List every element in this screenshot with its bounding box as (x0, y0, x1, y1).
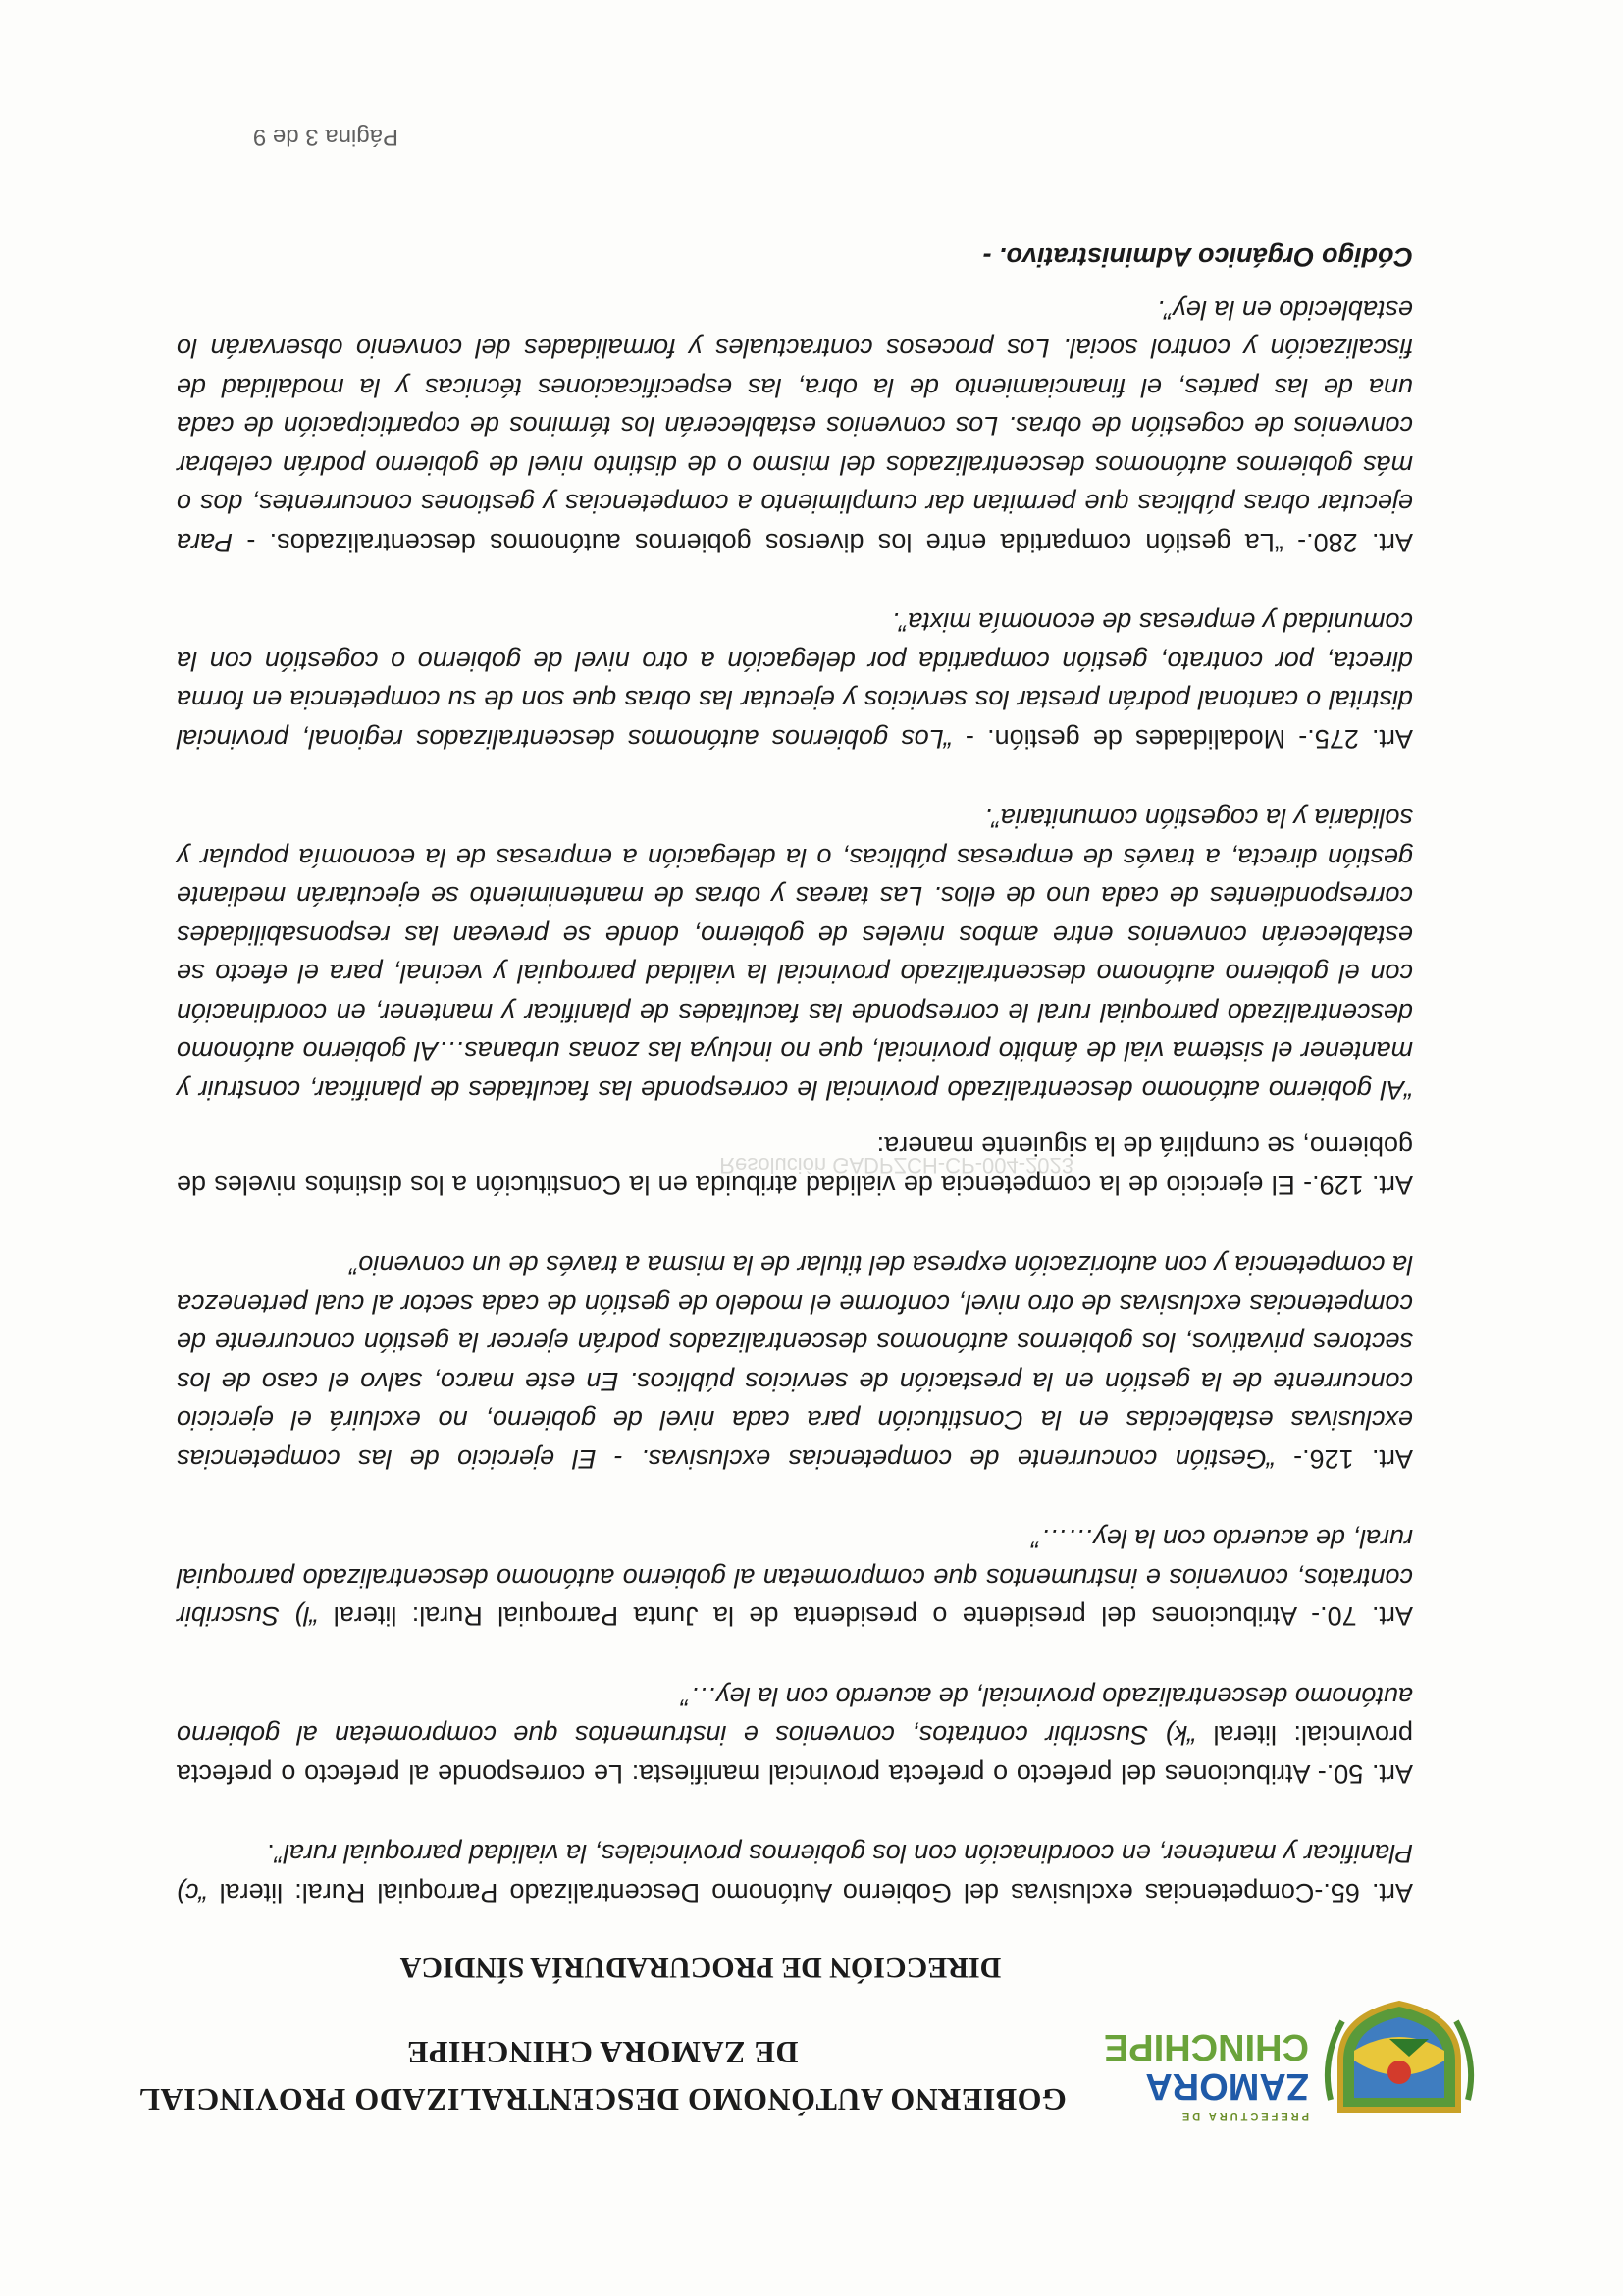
art-126-intro: Art. 126.- (1275, 1444, 1413, 1474)
art-65-end: . (267, 1839, 275, 1869)
art-280-quote: Para ejecutar obras públicas que permitan dar cumplimiento a competencias y gestiones concurrentes, dos o más gobiernos autónomos descentralizados del mismo o de distinto nivel de gobierno podrán celebrar convenios de cogestión de obras. Los convenios establecerán los términos de coparticipación de cada una de las partes, el financiamiento de la obra, las especificaciones técnicas y la modalidad de fiscalización y control social. Los procesos contractuales y formalidades del convenio observarán lo establecido en la ley”. (177, 295, 1413, 557)
art-70-quote: “l) Suscribir contratos, convenios e instrumentos que comprometan al gobierno autónomo descentralizado parroquial rural, de acuerdo con la ley……” (177, 1524, 1413, 1632)
institution-title (112, 2029, 1093, 2123)
institution-title-line-2: DE ZAMORA CHINCHIPE (406, 2035, 799, 2070)
department-subtitle: DIRECCIÓN DE PROCURADURÍA SÍNDICA (399, 1952, 1002, 1984)
art-50-intro: Art. 50.- Atribuciones del prefecto o prefecta provincial manifiesta: Le corresponde al prefecto o prefecta provincial: literal (177, 1720, 1413, 1789)
art-65-quote: “c) Planificar y mantener, en coordinación con los gobiernos provinciales, la vialidad parroquial rural” (177, 1839, 1413, 1907)
prefecture-coat-of-arms-icon (1321, 2000, 1478, 2129)
art-70-intro: Art. 70.- Atribuciones del presidente o presidenta de la Junta Parroquial Rural: literal (318, 1601, 1413, 1632)
art-275-paragraph (177, 602, 1413, 757)
art-129-quote: “Al gobierno autónomo descentralizado provincial le corresponde las facultades de planificar, construir y mantener el sistema vial de ámbito provincial, que no incluya las zonas urbanas…Al gobierno autónomo descentralizado parroquial rural le corresponde las facultades de planificar y mantener, en coordinación con el gobierno autónomo descentralizado provincial la vialidad parroquial y vecinal, para el efecto se establecerán convenios entre ambos niveles de gobierno, donde se prevean las responsabilidades correspondientes de cada uno de ellos. Las tareas y obras de mantenimiento se ejecutarán mediante gestión directa, a través de empresas públicas, o la delegación a empresas de la economía popular y solidaria y la cogestión comunitaria”. (177, 804, 1413, 1105)
brand-prefix: PREFECTURA DE (1178, 2111, 1309, 2122)
art-280-paragraph (177, 290, 1413, 562)
art-50-quote: “k) Suscribir contratos, convenios e instrumentos que comprometan al gobierno autónomo descentralizado provincial, de acuerdo con la ley…” (177, 1682, 1413, 1750)
art-129-intro: Art. 129.- El ejercicio de la competencia de vialidad atribuida en la Constitución a los distintos niveles de gobierno, se cumplirá de la siguiente manera: (177, 1131, 1413, 1200)
institution-title-line-1: GOBIERNO AUTÓNOMO DESCENTRALIZADO PROVINCIAL (138, 2082, 1067, 2117)
brand-line-1: ZAMORA (1145, 2065, 1309, 2107)
art-65-intro: Art. 65.-Competencias exclusivas del Gobierno Autónomo Descentralizado Parroquial Rural: literal (207, 1878, 1413, 1907)
source-citation: Código Orgánico Administrativo. - (982, 242, 1413, 273)
art-275-quote: “Los gobiernos autónomos descentralizados regional, provincial distrital o cantonal podrán prestar los servicios y ejecutar las obras que son de su competencia en forma directa, por contrato, gestión compartida por delegación a otro nivel de gobierno o cogestión con la comunidad y empresas de economía mixta”. (177, 607, 1413, 754)
art-65-paragraph (177, 1834, 1413, 1911)
art-70-paragraph (177, 1519, 1413, 1636)
art-126-paragraph (177, 1245, 1413, 1478)
art-126-quote: “Gestión concurrente de competencias exclusivas. - El ejercicio de las competencias exclusivas establecidas en la Constitución para cada nivel de gobierno, no excluirá el ejercicio concurrente de la gestión en la prestación de servicios públicos. En este marco, salvo el caso de los sectores privativos, los gobiernos autónomos descentralizados podrán ejercer la gestión concurrente de competencias exclusivas de otro nivel, conforme el modelo de gestión de cada sector al cual pertenezca la competencia y con autorización expresa del titular de la misma a través de un convenio” (177, 1250, 1413, 1474)
brand-line-2: CHINCHIPE (1103, 2026, 1309, 2067)
art-50-paragraph (177, 1677, 1413, 1794)
art-275-intro: Art. 275.- Modalidades de gestión. - (952, 724, 1413, 754)
art-280-intro: Art. 280.- “La gestión compartida entre los diversos gobiernos autónomos descentralizados. - (233, 528, 1413, 557)
document-body (177, 196, 1413, 1911)
bleed-through-reference: Resolución GADPZCH-CP-004-2023 (719, 1153, 1073, 1177)
prefecture-brand (1103, 2026, 1309, 2122)
page-number: Página 3 de 9 (252, 124, 398, 150)
